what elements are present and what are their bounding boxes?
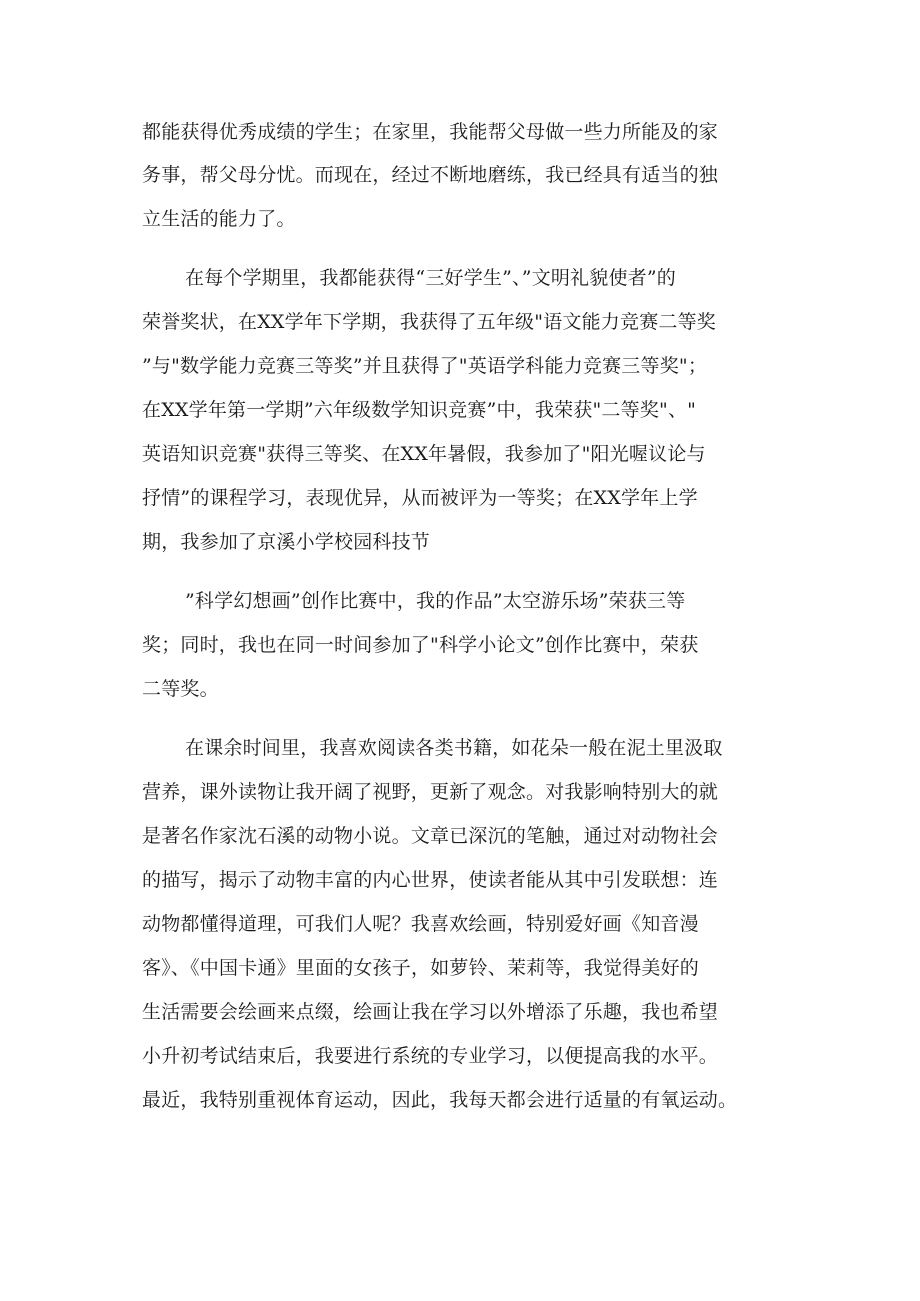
text-line: 立生活的能力了。 bbox=[142, 208, 296, 230]
text-line: 英语知识竞赛"获得三等奖、在XX年暑假，我参加了"阳光喔议论与 bbox=[142, 443, 706, 465]
text-line: 的描写，揭示了动物丰富的内心世界，使读者能从其中引发联想：连 bbox=[142, 869, 719, 891]
text-line: 期，我参加了京溪小学校园科技节 bbox=[142, 531, 431, 553]
text-line: 营养，课外读物让我开阔了视野，更新了观念。对我影响特别大的就 bbox=[142, 781, 719, 803]
text-line: 荣誉奖状，在XX学年下学期，我获得了五年级"语文能力竞赛二等奖 bbox=[142, 311, 716, 333]
text-line: 生活需要会绘画来点缀，绘画让我在学习以外增添了乐趣，我也希望 bbox=[142, 1001, 719, 1023]
text-line: 务事，帮父母分忧。而现在，经过不断地磨练，我已经具有适当的独 bbox=[142, 164, 719, 186]
text-line: 奖；同时，我也在同一时间参加了"科学小论文”创作比赛中，荣获 bbox=[142, 634, 699, 656]
text-line: 最近，我特别重视体育运动，因此，我每天都会进行适量的有氧运动。 bbox=[142, 1089, 738, 1111]
text-line: 客》、《中国卡通》里面的女孩子，如萝铃、茉莉等，我觉得美好的 bbox=[142, 957, 700, 979]
text-line: 都能获得优秀成绩的学生；在家里，我能帮父母做一些力所能及的家 bbox=[142, 121, 719, 143]
text-line: 小升初考试结束后，我要进行系统的专业学习，以便提高我的水平。 bbox=[142, 1045, 719, 1067]
paragraph-start-line: 在课余时间里，我喜欢阅读各类书籍，如花朵一般在泥土里汲取 bbox=[185, 737, 723, 759]
text-line: 在XX学年第一学期”六年级数学知识竞赛”中，我荣获"二等奖"、" bbox=[142, 399, 697, 421]
text-line: 是著名作家沈石溪的动物小说。文章已深沉的笔触，通过对动物社会 bbox=[142, 825, 719, 847]
text-line: 动物都懂得道理，可我们人呢？我喜欢绘画，特别爱好画《知音漫 bbox=[142, 913, 699, 935]
paragraph-start-line: ”科学幻想画”创作比赛中，我的作品”太空游乐场”荣获三等 bbox=[185, 590, 686, 612]
paragraph-start-line: 在每个学期里，我都能获得“三好学生”、”文明礼貌使者”的 bbox=[185, 267, 676, 289]
text-line: ”与"数学能力竞赛三等奖”并且获得了"英语学科能力竞赛三等奖"； bbox=[142, 355, 708, 377]
text-line: 二等奖。 bbox=[142, 678, 219, 700]
text-line: 抒情”的课程学习，表现优异，从而被评为一等奖；在XX学年上学 bbox=[142, 487, 698, 509]
